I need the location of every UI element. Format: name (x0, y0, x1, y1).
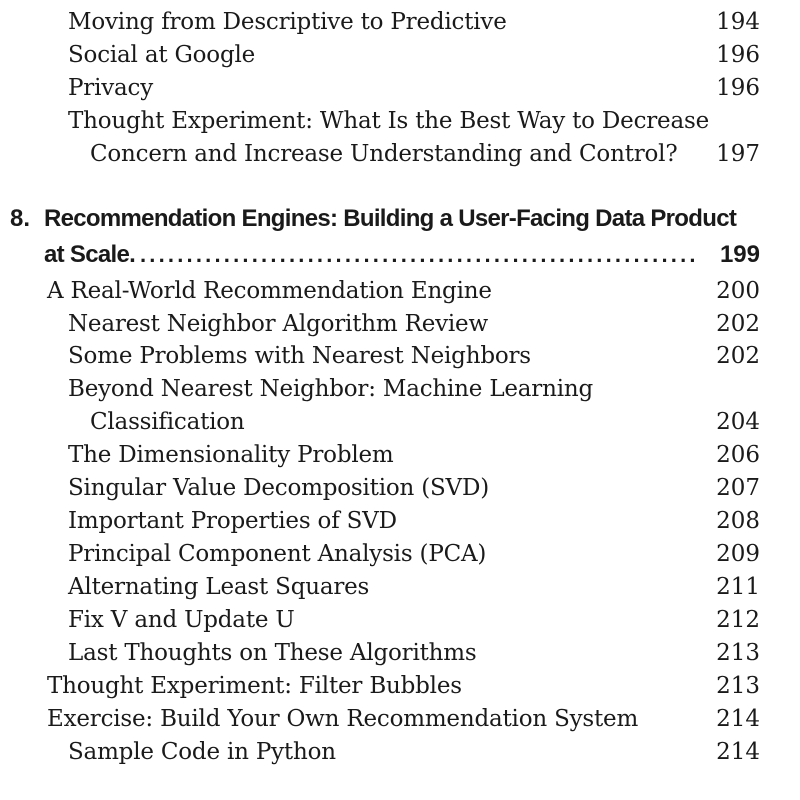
toc-entry[interactable] (0, 308, 800, 340)
chapter-title-continuation: at Scale. (44, 241, 136, 268)
toc-entry[interactable] (0, 373, 800, 405)
toc-entry-page: 202 (716, 343, 760, 369)
toc-entry-page: 207 (716, 475, 760, 501)
toc-entry-title: A Real-World Recommendation Engine (47, 278, 492, 304)
toc-entry-title: Last Thoughts on These Algorithms (68, 640, 477, 666)
toc-entry[interactable] (0, 275, 800, 307)
toc-entry-title: Important Properties of SVD (68, 508, 397, 534)
toc-entry-page: 208 (716, 508, 760, 534)
toc-entry[interactable] (0, 340, 800, 372)
toc-entry[interactable] (0, 538, 800, 570)
toc-entry-title: Alternating Least Squares (68, 574, 370, 600)
toc-entry[interactable] (0, 505, 800, 537)
toc-entry-page: 212 (716, 607, 760, 633)
toc-entry-page: 214 (716, 706, 760, 732)
toc-entry[interactable] (0, 670, 800, 702)
toc-entry-title: Thought Experiment: Filter Bubbles (47, 673, 462, 699)
chapter-heading-continuation[interactable] (0, 238, 800, 272)
toc-entry-title: Singular Value Decomposition (SVD) (68, 475, 489, 501)
toc-entry-title: Nearest Neighbor Algorithm Review (68, 311, 488, 337)
toc-entry-page: 197 (716, 141, 760, 167)
toc-entry[interactable] (0, 736, 800, 768)
chapter-heading[interactable] (0, 202, 800, 236)
chapter-number: 8. (10, 205, 31, 232)
chapter-page: 199 (719, 241, 760, 268)
toc-entry[interactable] (0, 703, 800, 735)
toc-entry-title: Exercise: Build Your Own Recommendation System (47, 706, 639, 732)
toc-entry-page: 214 (716, 739, 760, 765)
toc-entry[interactable] (0, 6, 800, 38)
toc-entry-page: 202 (716, 311, 760, 337)
toc-entry-title: Fix V and Update U (68, 607, 295, 633)
toc-entry-title: Beyond Nearest Neighbor: Machine Learning (68, 376, 594, 402)
toc-entry-page: 194 (716, 9, 760, 35)
toc-entry-page: 204 (716, 409, 760, 435)
toc-entry[interactable] (0, 105, 800, 137)
toc-entry-page: 211 (716, 574, 760, 600)
toc-entry-title: Moving from Descriptive to Predictive (68, 9, 507, 35)
toc-entry-page: 196 (716, 42, 760, 68)
toc-entry-continuation[interactable] (0, 138, 800, 170)
toc-entry-title: Principal Component Analysis (PCA) (68, 541, 487, 567)
chapter-title: Recommendation Engines: Building a User-Facing Data Product (44, 205, 737, 232)
toc-entry[interactable] (0, 604, 800, 636)
toc-entry-continuation[interactable] (0, 406, 800, 438)
toc-entry[interactable] (0, 637, 800, 669)
toc-entry[interactable] (0, 472, 800, 504)
toc-entry-title: The Dimensionality Problem (68, 442, 394, 468)
dot-leader: ............................................................ (140, 242, 699, 267)
toc-entry-title: Thought Experiment: What Is the Best Way to Decrease (68, 108, 709, 134)
toc-entry-title: Privacy (68, 75, 154, 101)
toc-entry-page: 196 (716, 75, 760, 101)
toc-entry-title: Concern and Increase Understanding and Control? (90, 141, 678, 167)
toc-entry-page: 206 (716, 442, 760, 468)
toc-entry-title: Social at Google (68, 42, 256, 68)
toc-entry-title: Sample Code in Python (68, 739, 336, 765)
toc-entry[interactable] (0, 72, 800, 104)
toc-entry[interactable] (0, 571, 800, 603)
toc-entry[interactable] (0, 439, 800, 471)
toc-entry-page: 209 (716, 541, 760, 567)
toc-entry-title: Some Problems with Nearest Neighbors (68, 343, 531, 369)
toc-entry-title: Classification (90, 409, 245, 435)
toc-entry[interactable] (0, 39, 800, 71)
toc-entry-page: 200 (716, 278, 760, 304)
toc-entry-page: 213 (716, 673, 760, 699)
toc-entry-page: 213 (716, 640, 760, 666)
